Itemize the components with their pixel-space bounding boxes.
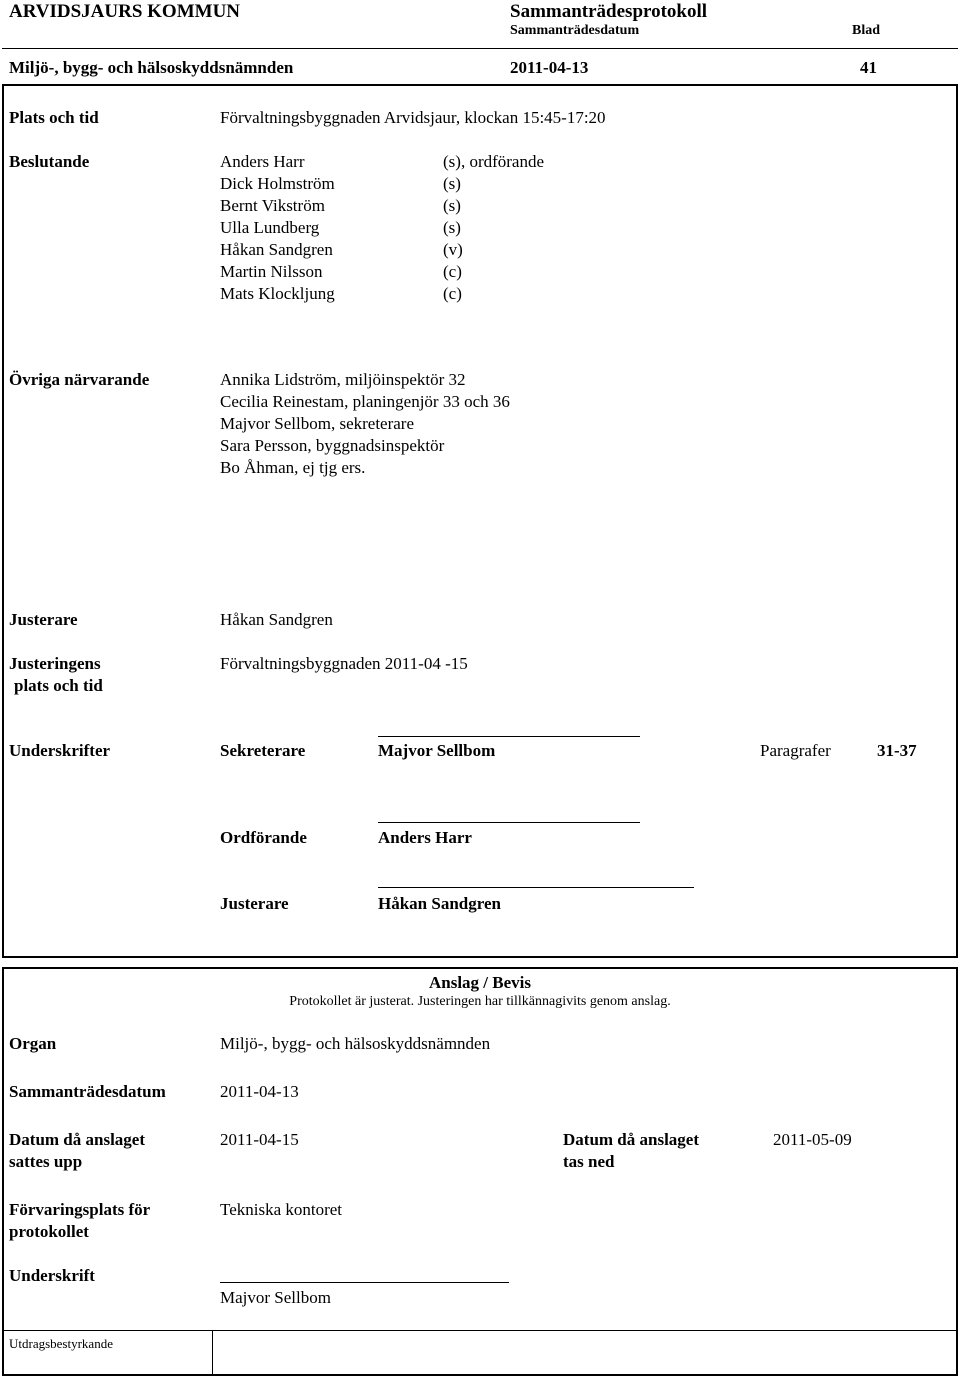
adjust-place-label-line1: Justeringens (9, 654, 101, 673)
adjuster-value: Håkan Sandgren (220, 610, 333, 629)
adjuster-label: Justerare (9, 610, 78, 629)
posted-date: 2011-04-15 (220, 1130, 299, 1149)
storage-label-line2: protokollet (9, 1222, 89, 1241)
extract-label: Utdragsbestyrkande (9, 1336, 113, 1351)
adjust-place-label-line2: plats och tid (14, 676, 103, 695)
decision-maker-name: Ulla Lundberg (220, 218, 320, 237)
secretary-name: Majvor Sellbom (378, 741, 496, 760)
header-divider (2, 48, 958, 49)
chair-role: Ordförande (220, 828, 307, 847)
chair-name: Anders Harr (378, 828, 472, 847)
storage-value: Tekniska kontoret (220, 1200, 343, 1219)
others-present-label: Övriga närvarande (9, 370, 150, 389)
decision-maker-role: (s) (443, 218, 461, 237)
signature-line-secretary (378, 736, 640, 737)
page-number: 41 (860, 58, 877, 77)
decision-maker-role: (v) (443, 240, 463, 259)
place-label: Plats och tid (9, 108, 99, 127)
extract-column-divider (212, 1330, 213, 1376)
decision-maker-name: Anders Harr (220, 152, 305, 171)
decision-maker-name: Bernt Vikström (220, 196, 325, 215)
decision-maker-name: Mats Klockljung (220, 284, 335, 303)
page-column-label: Blad (852, 23, 881, 38)
other-present: Majvor Sellbom, sekreterare (220, 414, 415, 433)
decision-makers-label: Beslutande (9, 152, 90, 171)
signature-line-notice (220, 1282, 509, 1283)
paragraphs-label: Paragrafer (760, 741, 831, 760)
secretary-role: Sekreterare (220, 741, 306, 760)
other-present: Cecilia Reinestam, planingenjör 33 och 36 (220, 392, 510, 411)
date-column-label: Sammanträdesdatum (510, 23, 640, 38)
other-present: Sara Persson, byggnadsinspektör (220, 436, 445, 455)
decision-maker-role: (c) (443, 262, 462, 281)
other-present: Bo Åhman, ej tjg ers. (220, 458, 366, 477)
adjust-place-value: Förvaltningsbyggnaden 2011-04 -15 (220, 654, 468, 673)
decision-maker-name: Dick Holmström (220, 174, 335, 193)
signature-name: Majvor Sellbom (220, 1288, 331, 1307)
posted-label-line2: sattes upp (9, 1152, 83, 1171)
adjuster-role: Justerare (220, 894, 289, 913)
notice-meeting-date-value: 2011-04-13 (220, 1082, 299, 1101)
meeting-date: 2011-04-13 (510, 58, 589, 77)
protocol-box (2, 84, 958, 958)
notice-meeting-date-label: Sammanträdesdatum (9, 1082, 166, 1101)
document-title: Sammanträdesprotokoll (510, 1, 708, 22)
decision-maker-name: Martin Nilsson (220, 262, 323, 281)
adjuster-name: Håkan Sandgren (378, 894, 501, 913)
extract-divider (2, 1330, 958, 1331)
board-name: Miljö-, bygg- och hälsoskyddsnämnden (9, 58, 294, 77)
decision-maker-name: Håkan Sandgren (220, 240, 333, 259)
removed-label-line2: tas ned (563, 1152, 615, 1171)
place-value: Förvaltningsbyggnaden Arvidsjaur, klockan 15:45-17:20 (220, 108, 606, 127)
signature-line-chair (378, 822, 640, 823)
organ-value: Miljö-, bygg- och hälsoskyddsnämnden (220, 1034, 491, 1053)
removed-date: 2011-05-09 (773, 1130, 852, 1149)
decision-maker-role: (s) (443, 174, 461, 193)
decision-maker-role: (s) (443, 196, 461, 215)
other-present: Annika Lidström, miljöinspektör 32 (220, 370, 466, 389)
municipality-name: ARVIDSJAURS KOMMUN (9, 1, 241, 22)
organ-label: Organ (9, 1034, 57, 1053)
signatures-label: Underskrifter (9, 741, 111, 760)
paragraphs-value: 31-37 (877, 741, 917, 760)
posted-label-line1: Datum då anslaget (9, 1130, 146, 1149)
signature-line-adjuster (378, 887, 694, 888)
decision-maker-role: (s), ordförande (443, 152, 545, 171)
removed-label-line1: Datum då anslaget (563, 1130, 700, 1149)
signature-label: Underskrift (9, 1266, 95, 1285)
storage-label-line1: Förvaringsplats för (9, 1200, 151, 1219)
notice-box (2, 967, 958, 1376)
notice-subtitle: Protokollet är justerat. Justeringen har tillkännagivits genom anslag. (289, 994, 671, 1009)
notice-title: Anslag / Bevis (428, 973, 532, 992)
decision-maker-role: (c) (443, 284, 462, 303)
